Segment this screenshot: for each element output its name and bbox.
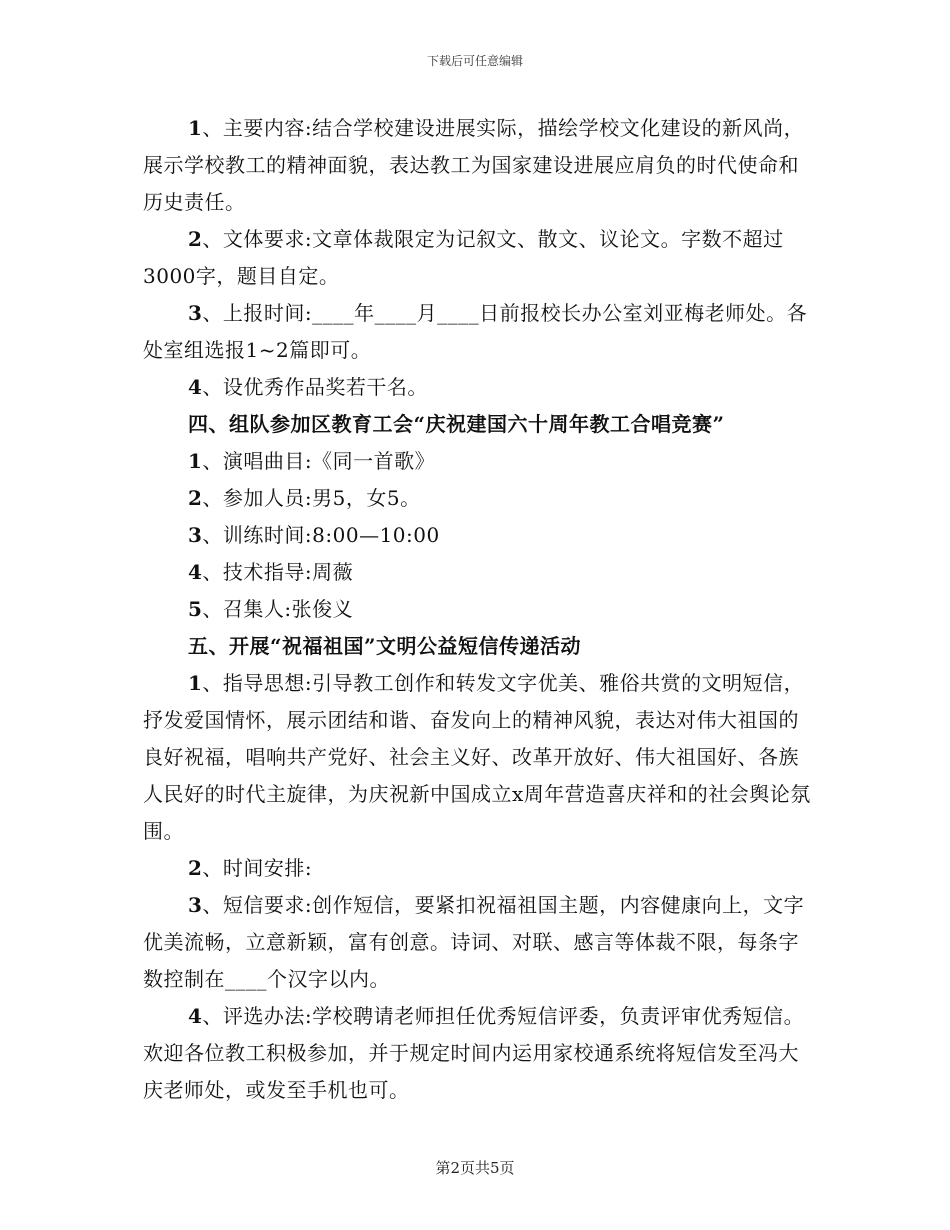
list-item bbox=[143, 850, 813, 887]
item-text: 、上报时间:____年____月____日前报校长办公室刘亚梅老师处。各处室组选报1~2篇即可。 bbox=[143, 301, 808, 362]
item-text: 、技术指导:周薇 bbox=[202, 560, 354, 584]
item-text: 、评选办法:学校聘请老师担任优秀短信评委，负责评审优秀短信。欢迎各位教工积极参加，并于规定时间内运用家校通系统将短信发至冯大庆老师处，或发至手机也可。 bbox=[143, 1004, 805, 1102]
item-number: 5 bbox=[188, 597, 203, 621]
item-number: 2 bbox=[188, 227, 203, 251]
item-number: 3 bbox=[188, 301, 203, 325]
item-number: 2 bbox=[188, 856, 203, 880]
list-item bbox=[143, 369, 813, 406]
item-text: 、时间安排: bbox=[202, 856, 313, 880]
item-text: 、参加人员:男5，女5。 bbox=[202, 486, 421, 510]
item-text: 、训练时间:8:00—10:00 bbox=[202, 523, 440, 547]
item-number: 1 bbox=[188, 449, 203, 473]
item-number: 3 bbox=[188, 893, 203, 917]
item-text: 、短信要求:创作短信，要紧扣祝福祖国主题，内容健康向上，文字优美流畅，立意新颖，富有创意。诗词、对联、感言等体裁不限，每条字数控制在____个汉字以内。 bbox=[143, 893, 805, 991]
list-item bbox=[143, 110, 813, 221]
item-text: 、主要内容:结合学校建设进展实际，描绘学校文化建设的新风尚，展示学校教工的精神面貌，表达教工为国家建设进展应肩负的时代使命和历史责任。 bbox=[143, 116, 805, 214]
list-item bbox=[143, 443, 813, 480]
list-item bbox=[143, 517, 813, 554]
item-text: 、演唱曲目:《同一首歌》 bbox=[202, 449, 436, 473]
list-item bbox=[143, 591, 813, 628]
item-text: 、文体要求:文章体裁限定为记叙文、散文、议论文。字数不超过3000字，题目自定。 bbox=[143, 227, 784, 288]
section-heading: 五、开展“祝福祖国”文明公益短信传递活动 bbox=[188, 634, 582, 658]
header-note: 下载后可任意编辑 bbox=[426, 54, 523, 68]
list-item bbox=[143, 221, 813, 295]
item-text: 、召集人:张俊义 bbox=[202, 597, 354, 621]
item-number: 3 bbox=[188, 523, 203, 547]
item-number: 4 bbox=[188, 560, 203, 584]
item-number: 1 bbox=[188, 671, 203, 695]
item-number: 4 bbox=[188, 375, 203, 399]
list-item bbox=[143, 554, 813, 591]
list-item bbox=[143, 665, 813, 850]
list-item bbox=[143, 998, 813, 1109]
list-item bbox=[143, 295, 813, 369]
document-body bbox=[143, 110, 813, 1109]
item-text: 、指导思想:引导教工创作和转发文字优美、雅俗共赏的文明短信，抒发爱国情怀，展示团结和谐、奋发向上的精神风貌，表达对伟大祖国的良好祝福，唱响共产党好、社会主义好、改革开放好、伟大祖国好、各族人民好的时代主旋律，为庆祝新中国成立x周年营造喜庆祥和的社会舆论氛围。 bbox=[143, 671, 811, 843]
list-item bbox=[143, 887, 813, 998]
item-number: 4 bbox=[188, 1004, 203, 1028]
list-item bbox=[143, 480, 813, 517]
item-text: 、设优秀作品奖若干名。 bbox=[202, 375, 428, 399]
item-number: 1 bbox=[188, 116, 203, 140]
item-number: 2 bbox=[188, 486, 203, 510]
section-heading: 四、组队参加区教育工会“庆祝建国六十周年教工合唱竞赛” bbox=[188, 412, 725, 436]
page-number: 第2页共5页 bbox=[435, 1159, 515, 1177]
